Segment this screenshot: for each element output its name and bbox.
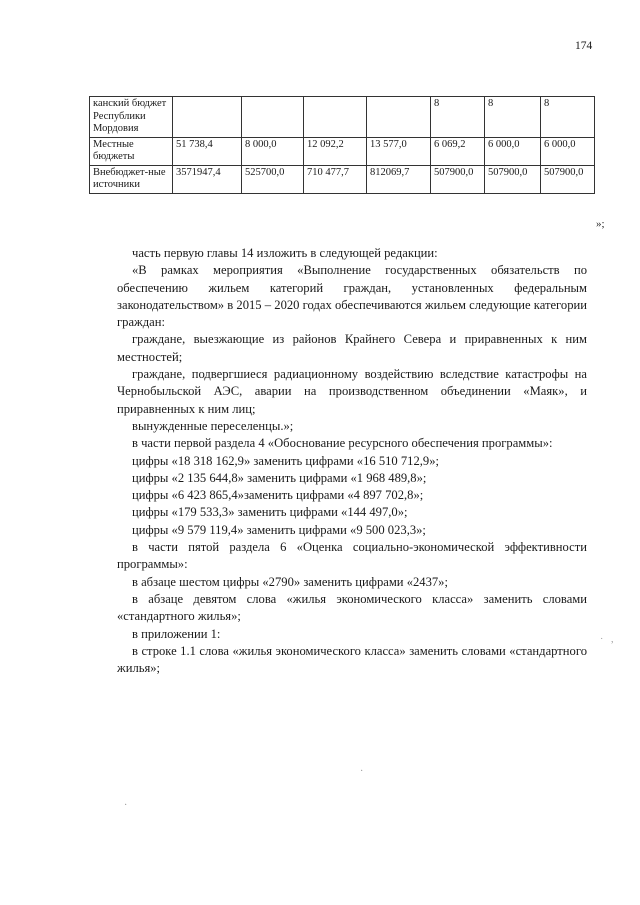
row-label: Местные бюджеты — [90, 137, 173, 165]
table-cell: 6 000,0 — [541, 137, 595, 165]
document-body — [117, 245, 587, 677]
scan-speck: · — [360, 766, 364, 777]
paragraph: цифры «9 579 119,4» заменить цифрами «9 500 023,3»; — [132, 522, 426, 537]
table-cell: 8 — [431, 97, 485, 138]
table-cell: 525700,0 — [242, 165, 304, 193]
table-cell — [242, 97, 304, 138]
table-cell: 3571947,4 — [173, 165, 242, 193]
table-cell: 710 477,7 — [304, 165, 367, 193]
table-row — [90, 97, 595, 138]
paragraph: в части пятой раздела 6 «Оценка социально-экономической эффективности программы»: — [117, 540, 587, 572]
paragraph: цифры «18 318 162,9» заменить цифрами «16 510 712,9»; — [132, 453, 439, 468]
paragraph: граждане, выезжающие из районов Крайнего Севера и приравненных к ним местностей; — [117, 332, 587, 364]
paragraph: «В рамках мероприятия «Выполнение государственных обязательств по обеспечению жильем категорий граждан, установленных федеральным законодательством» в 2015 – 2020 годах обеспечиваются жильем следующие категории граждан: — [117, 263, 587, 330]
paragraph: в части первой раздела 4 «Обоснование ресурсного обеспечения программы»: — [132, 436, 553, 451]
paragraph: вынужденные переселенцы.»; — [132, 418, 294, 433]
table-cell: 8 — [541, 97, 595, 138]
paragraph: цифры «179 533,3» заменить цифрами «144 497,0»; — [132, 505, 408, 520]
row-label: Внебюджет-ные источники — [90, 165, 173, 193]
table-row — [90, 137, 595, 165]
paragraph: в абзаце девятом слова «жилья экономического класса» заменить словами «стандартного жилья»; — [117, 591, 587, 624]
table-cell: 8 — [485, 97, 541, 138]
table-cell: 6 000,0 — [485, 137, 541, 165]
paragraph: в приложении 1: — [132, 626, 221, 641]
paragraph: часть первую главы 14 изложить в следующей редакции: — [132, 246, 438, 260]
table-cell — [304, 97, 367, 138]
scan-speck: · — [124, 800, 128, 811]
table-cell: 51 738,4 — [173, 137, 242, 165]
table-cell: 507900,0 — [431, 165, 485, 193]
budget-table — [89, 96, 595, 194]
paragraph: в строке 1.1 слова «жилья экономического класса» заменить словами «стандартного жилья»; — [117, 643, 587, 676]
closing-quote: »; — [596, 218, 605, 230]
paragraph: граждане, подвергшиеся радиационному воздействию вследствие катастрофы на Чернобыльской АЭС, аварии на производственном объединении «Маяк», и приравненных к ним лиц; — [117, 367, 587, 416]
table-row — [90, 165, 595, 193]
paragraph: в абзаце шестом цифры «2790» заменить цифрами «2437»; — [132, 574, 448, 589]
table-cell: 6 069,2 — [431, 137, 485, 165]
table-cell: 507900,0 — [541, 165, 595, 193]
scan-speck: , — [611, 634, 614, 645]
table-cell: 12 092,2 — [304, 137, 367, 165]
row-label: канский бюджет Республики Мордовия — [90, 97, 173, 138]
table-cell: 13 577,0 — [367, 137, 431, 165]
table-cell — [367, 97, 431, 138]
table-cell: 8 000,0 — [242, 137, 304, 165]
paragraph: цифры «2 135 644,8» заменить цифрами «1 968 489,8»; — [132, 470, 427, 485]
table-cell: 812069,7 — [367, 165, 431, 193]
table-cell — [173, 97, 242, 138]
page-number: 174 — [575, 40, 593, 52]
paragraph: цифры «6 423 865,4»заменить цифрами «4 897 702,8»; — [132, 488, 424, 503]
table-cell: 507900,0 — [485, 165, 541, 193]
scan-speck: ˙ — [600, 637, 604, 648]
